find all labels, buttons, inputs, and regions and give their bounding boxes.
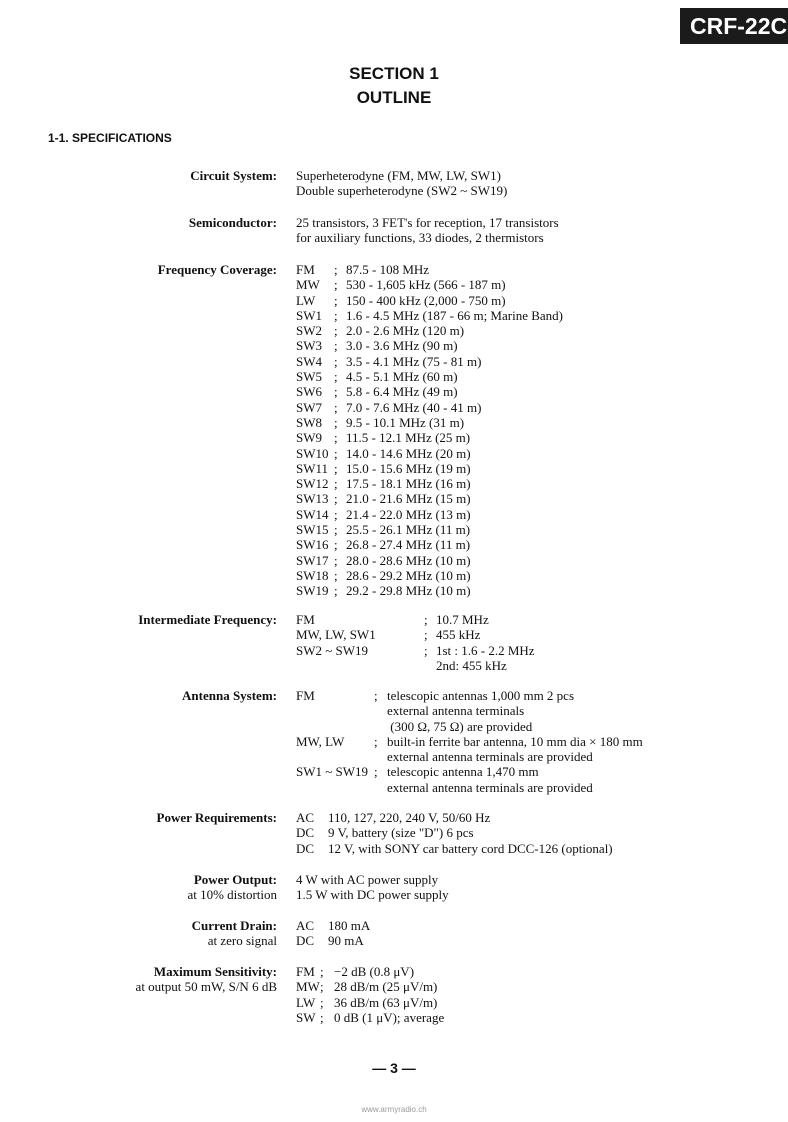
antenna-row-value: external antenna terminals are provided xyxy=(387,749,593,765)
antenna-row xyxy=(296,734,643,749)
band-row-band: FM xyxy=(296,262,315,277)
band-row-sep: ; xyxy=(334,537,338,553)
if-row xyxy=(296,627,535,642)
band-row-sep: ; xyxy=(334,323,338,339)
band-row-value: 11.5 - 12.1 MHz (25 m) xyxy=(346,430,471,446)
band-row-sep: ; xyxy=(334,476,338,492)
antenna-row-value: built-in ferrite bar antenna, 10 mm dia × 180 mm xyxy=(387,733,643,749)
band-row xyxy=(296,522,563,537)
band-row-band: SW18 xyxy=(296,567,329,583)
sensitivity-row xyxy=(296,995,444,1010)
band-row-sep: ; xyxy=(334,262,338,277)
sensitivity-row-value: 0 dB (1 μV); average xyxy=(334,1009,445,1025)
band-row xyxy=(296,461,563,476)
sensitivity-row-sep: ; xyxy=(320,964,324,979)
band-row-value: 3.0 - 3.6 MHz (90 m) xyxy=(346,338,458,354)
antenna-system-label: Antenna System: xyxy=(182,688,277,703)
current-row-value: 90 mA xyxy=(328,933,364,949)
if-row-sep: ; xyxy=(424,642,428,658)
band-row-sep: ; xyxy=(334,506,338,522)
band-row-band: SW10 xyxy=(296,445,329,461)
power-output-label: Power Output: at 10% distortion xyxy=(187,872,277,903)
sensitivity-row-band: FM xyxy=(296,964,315,979)
frequency-coverage-table xyxy=(296,262,563,599)
if-row xyxy=(296,612,535,627)
band-row-sep: ; xyxy=(334,277,338,293)
antenna-row xyxy=(296,780,643,795)
band-row-sep: ; xyxy=(334,307,338,323)
band-row xyxy=(296,476,563,491)
if-row xyxy=(296,658,535,673)
power-output-line: 4 W with AC power supply xyxy=(296,872,439,887)
band-row xyxy=(296,491,563,506)
band-row-band: SW12 xyxy=(296,476,329,492)
if-row-sep: ; xyxy=(424,627,428,643)
band-row-value: 3.5 - 4.1 MHz (75 - 81 m) xyxy=(346,353,482,369)
if-row-value: 10.7 MHz xyxy=(436,612,489,627)
band-row xyxy=(296,537,563,552)
band-row-band: SW11 xyxy=(296,460,329,476)
band-row-value: 14.0 - 14.6 MHz (20 m) xyxy=(346,445,471,461)
band-row-band: SW6 xyxy=(296,384,322,400)
band-row-value: 17.5 - 18.1 MHz (16 m) xyxy=(346,476,471,492)
circuit-line: Superheterodyne (FM, MW, LW, SW1) xyxy=(296,168,501,183)
antenna-row-value: external antenna terminals xyxy=(387,703,525,719)
current-row xyxy=(296,933,370,948)
band-row-band: SW2 xyxy=(296,323,322,339)
max-sensitivity-sublabel: at output 50 mW, S/N 6 dB xyxy=(135,979,277,995)
intermediate-frequency-table xyxy=(296,612,535,673)
antenna-row xyxy=(296,703,643,718)
band-row-sep: ; xyxy=(334,353,338,369)
antenna-system-table xyxy=(296,688,643,795)
frequency-coverage-label: Frequency Coverage: xyxy=(157,262,277,277)
antenna-row-sep: ; xyxy=(374,688,378,703)
band-row xyxy=(296,400,563,415)
if-row-value: 455 kHz xyxy=(436,627,481,643)
current-drain-table xyxy=(296,918,370,949)
max-sensitivity-label: Maximum Sensitivity: at output 50 mW, S/N 6 dB xyxy=(135,964,277,995)
antenna-row-band: FM xyxy=(296,688,315,703)
band-row-band: SW16 xyxy=(296,537,329,553)
band-row-band: SW4 xyxy=(296,353,322,369)
band-row-sep: ; xyxy=(334,583,338,599)
semiconductor-label: Semiconductor: xyxy=(188,215,277,230)
band-row-value: 2.0 - 2.6 MHz (120 m) xyxy=(346,323,465,339)
sensitivity-row-value: 28 dB/m (25 μV/m) xyxy=(334,979,438,995)
watermark: www.armyradio.ch xyxy=(361,1105,427,1114)
band-row xyxy=(296,369,563,384)
band-row xyxy=(296,384,563,399)
band-row-band: LW xyxy=(296,292,316,308)
band-row-band: SW3 xyxy=(296,338,322,354)
circuit-system-value xyxy=(296,168,507,199)
band-row-sep: ; xyxy=(334,460,338,476)
sensitivity-row-sep: ; xyxy=(320,994,324,1010)
band-row-value: 150 - 400 kHz (2,000 - 750 m) xyxy=(346,292,506,308)
specifications-heading: 1-1. SPECIFICATIONS xyxy=(48,131,172,145)
antenna-row-value: external antenna terminals are provided xyxy=(387,779,593,795)
semiconductor-value xyxy=(296,215,559,246)
band-row-sep: ; xyxy=(334,399,338,415)
power-requirements-table xyxy=(296,810,613,856)
band-row-sep: ; xyxy=(334,430,338,446)
if-row xyxy=(296,643,535,658)
intermediate-frequency-label: Intermediate Frequency: xyxy=(138,612,277,627)
sensitivity-row-sep: ; xyxy=(320,1009,324,1025)
page-number: — 3 — xyxy=(372,1060,416,1076)
band-row xyxy=(296,293,563,308)
band-row-sep: ; xyxy=(334,369,338,385)
power-row-band: AC xyxy=(296,810,315,825)
power-output-value xyxy=(296,872,449,903)
band-row-value: 15.0 - 15.6 MHz (19 m) xyxy=(346,460,471,476)
band-row xyxy=(296,323,563,338)
model-tab: CRF-22C xyxy=(680,8,788,44)
band-row-value: 87.5 - 108 MHz xyxy=(346,262,430,277)
band-row-band: MW xyxy=(296,277,320,293)
sensitivity-row-band: SW xyxy=(296,1009,316,1025)
section-subtitle: OUTLINE xyxy=(356,88,432,107)
power-output-sublabel: at 10% distortion xyxy=(187,887,277,903)
antenna-row xyxy=(296,719,643,734)
band-row-band: SW1 xyxy=(296,307,322,323)
band-row-value: 4.5 - 5.1 MHz (60 m) xyxy=(346,369,458,385)
sensitivity-row xyxy=(296,964,444,979)
band-row-value: 28.0 - 28.6 MHz (10 m) xyxy=(346,552,471,568)
semiconductor-line: 25 transistors, 3 FET's for reception, 17 transistors xyxy=(296,215,559,230)
sensitivity-row xyxy=(296,979,444,994)
antenna-row-value: telescopic antennas 1,000 mm 2 pcs xyxy=(387,688,575,703)
antenna-row-band: MW, LW xyxy=(296,733,345,749)
section-title: SECTION 1 xyxy=(349,64,439,83)
max-sensitivity-table xyxy=(296,964,444,1025)
band-row xyxy=(296,553,563,568)
semiconductor-line: for auxiliary functions, 33 diodes, 2 thermistors xyxy=(296,230,544,246)
sensitivity-row-band: LW xyxy=(296,994,316,1010)
band-row-band: SW19 xyxy=(296,583,329,599)
power-row xyxy=(296,841,613,856)
if-row-value: 2nd: 455 kHz xyxy=(436,657,507,673)
current-drain-label: Current Drain: at zero signal xyxy=(191,918,277,949)
band-row-sep: ; xyxy=(334,491,338,507)
power-output-line: 1.5 W with DC power supply xyxy=(296,887,449,903)
power-row-value: 9 V, battery (size "D") 6 pcs xyxy=(328,825,474,841)
band-row xyxy=(296,277,563,292)
antenna-row-value: telescopic antenna 1,470 mm xyxy=(387,764,539,780)
sensitivity-row xyxy=(296,1010,444,1025)
band-row-band: SW5 xyxy=(296,369,322,385)
band-row xyxy=(296,507,563,522)
band-row-band: SW13 xyxy=(296,491,329,507)
sensitivity-row-value: −2 dB (0.8 μV) xyxy=(334,964,415,979)
band-row xyxy=(296,583,563,598)
sensitivity-row-band: MW xyxy=(296,979,320,995)
sensitivity-row-value: 36 dB/m (63 μV/m) xyxy=(334,994,438,1010)
circuit-system-label: Circuit System: xyxy=(190,168,277,183)
if-row-value: 1st : 1.6 - 2.2 MHz xyxy=(436,642,535,658)
band-row-value: 9.5 - 10.1 MHz (31 m) xyxy=(346,414,465,430)
band-row-band: SW15 xyxy=(296,522,329,538)
band-row-band: SW17 xyxy=(296,552,329,568)
circuit-line: Double superheterodyne (SW2 ~ SW19) xyxy=(296,183,508,199)
band-row-sep: ; xyxy=(334,445,338,461)
band-row-value: 1.6 - 4.5 MHz (187 - 66 m; Marine Band) xyxy=(346,307,563,323)
if-row-band: MW, LW, SW1 xyxy=(296,627,376,643)
power-row xyxy=(296,810,613,825)
band-row xyxy=(296,354,563,369)
band-row xyxy=(296,568,563,583)
power-requirements-label: Power Requirements: xyxy=(156,810,277,825)
power-row xyxy=(296,825,613,840)
sensitivity-row-sep: ; xyxy=(320,979,324,995)
current-row xyxy=(296,918,370,933)
band-row-value: 26.8 - 27.4 MHz (11 m) xyxy=(346,537,471,553)
band-row xyxy=(296,262,563,277)
band-row xyxy=(296,430,563,445)
band-row-sep: ; xyxy=(334,338,338,354)
antenna-row-band: SW1 ~ SW19 xyxy=(296,764,369,780)
current-row-band: DC xyxy=(296,933,315,949)
if-row-band: FM xyxy=(296,612,315,627)
band-row-value: 7.0 - 7.6 MHz (40 - 41 m) xyxy=(346,399,482,415)
current-row-value: 180 mA xyxy=(328,918,371,933)
band-row xyxy=(296,338,563,353)
power-row-value: 12 V, with SONY car battery cord DCC-126 (optional) xyxy=(328,840,613,856)
power-row-band: DC xyxy=(296,840,315,856)
power-row-value: 110, 127, 220, 240 V, 50/60 Hz xyxy=(328,810,491,825)
band-row-band: SW9 xyxy=(296,430,322,446)
band-row xyxy=(296,308,563,323)
band-row-sep: ; xyxy=(334,522,338,538)
antenna-row xyxy=(296,688,643,703)
current-row-band: AC xyxy=(296,918,315,933)
band-row-sep: ; xyxy=(334,414,338,430)
band-row-value: 21.4 - 22.0 MHz (13 m) xyxy=(346,506,471,522)
antenna-row xyxy=(296,764,643,779)
band-row-value: 21.0 - 21.6 MHz (15 m) xyxy=(346,491,471,507)
if-row-sep: ; xyxy=(424,612,428,627)
band-row-value: 29.2 - 29.8 MHz (10 m) xyxy=(346,583,471,599)
band-row xyxy=(296,415,563,430)
if-row-band: SW2 ~ SW19 xyxy=(296,642,369,658)
band-row-sep: ; xyxy=(334,292,338,308)
band-row-value: 25.5 - 26.1 MHz (11 m) xyxy=(346,522,471,538)
antenna-row-sep: ; xyxy=(374,733,378,749)
band-row-band: SW8 xyxy=(296,414,322,430)
current-drain-sublabel: at zero signal xyxy=(207,933,277,949)
band-row-sep: ; xyxy=(334,567,338,583)
band-row-band: SW7 xyxy=(296,399,322,415)
band-row-value: 28.6 - 29.2 MHz (10 m) xyxy=(346,567,471,583)
band-row-sep: ; xyxy=(334,552,338,568)
band-row xyxy=(296,446,563,461)
band-row-band: SW14 xyxy=(296,506,329,522)
antenna-row-value: (300 Ω, 75 Ω) are provided xyxy=(387,718,533,734)
antenna-row xyxy=(296,749,643,764)
band-row-value: 5.8 - 6.4 MHz (49 m) xyxy=(346,384,458,400)
band-row-sep: ; xyxy=(334,384,338,400)
band-row-value: 530 - 1,605 kHz (566 - 187 m) xyxy=(346,277,506,293)
antenna-row-sep: ; xyxy=(374,764,378,780)
power-row-band: DC xyxy=(296,825,315,841)
